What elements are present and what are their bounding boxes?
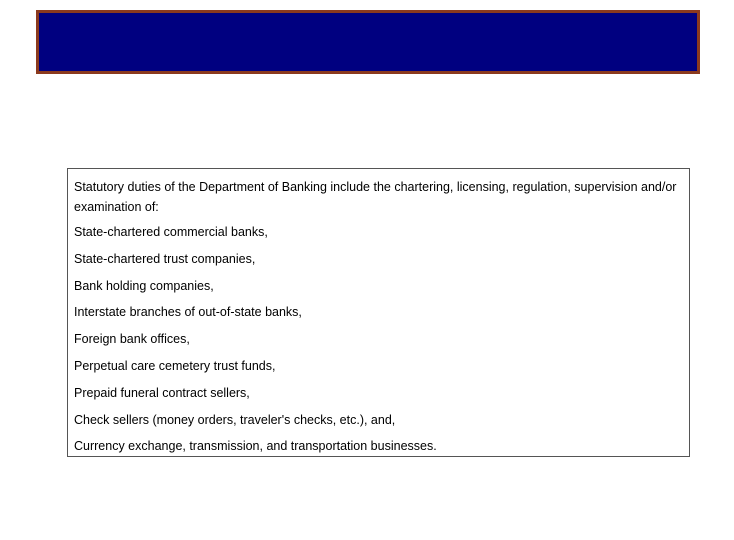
duties-list: [74, 222, 683, 456]
list-item: Currency exchange, transmission, and transportation businesses.: [74, 439, 437, 454]
title-bar: [36, 10, 700, 74]
list-item: State-chartered commercial banks,: [74, 225, 268, 239]
list-item: Perpetual care cemetery trust funds,: [74, 358, 276, 373]
list-item: Check sellers (money orders, traveler's checks, etc.), and,: [74, 412, 396, 427]
list-item: Interstate branches of out-of-state banks,: [74, 305, 302, 320]
list-item: Foreign bank offices,: [74, 332, 190, 347]
list-item: Bank holding companies,: [74, 278, 214, 293]
list-item: Prepaid funeral contract sellers,: [74, 385, 250, 400]
list-item: State-chartered trust companies,: [74, 251, 256, 266]
intro-text: Statutory duties of the Department of Banking include the chartering, licensing, regulation, supervision and/or examination of:: [74, 180, 677, 214]
content-box: [67, 168, 690, 457]
